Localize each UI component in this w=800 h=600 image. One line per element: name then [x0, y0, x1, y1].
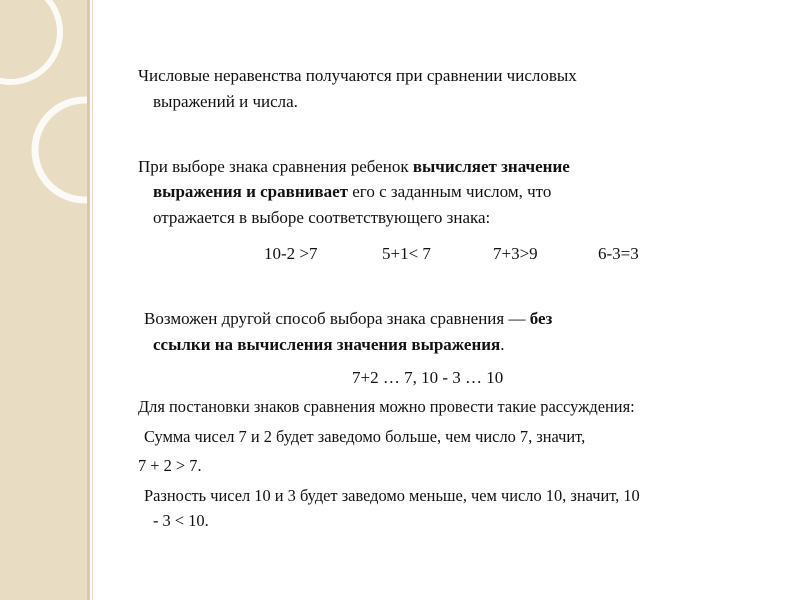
p4-line: Для постановки знаков сравнения можно провести такие рассуждения:: [138, 397, 635, 416]
p2-line1-bold: вычисляет значение: [412, 157, 570, 176]
p5-line: Сумма чисел 7 и 2 будет заведомо больше, чем число 7, значит,: [144, 427, 586, 446]
p1-line1: Числовые неравенства получаются при сравнении числовых: [138, 66, 577, 85]
p3-line2: [153, 333, 505, 357]
example-3: 7+3>9: [493, 244, 538, 263]
p7-line2: - 3 < 10.: [153, 511, 209, 530]
p2-line2: [153, 180, 551, 204]
example-2: 5+1< 7: [382, 244, 431, 263]
p3-example: 7+2 … 7, 10 - 3 … 10: [352, 368, 504, 387]
p2-line1: [138, 155, 570, 179]
p2-line2-text: его с заданным числом, что: [348, 182, 552, 201]
p3-line2-bold: ссылки на вычисления значения выражения: [153, 335, 501, 354]
example-4: 6-3=3: [598, 244, 639, 263]
p3-line1: [144, 307, 552, 331]
p3-line1-bold: без: [529, 309, 553, 328]
p2-line2-bold: выражения и сравнивает: [153, 182, 348, 201]
p3-line2-text: .: [500, 335, 505, 354]
p2-line1-text: При выборе знака сравнения ребенок: [138, 157, 413, 176]
p6-line: 7 + 2 > 7.: [138, 456, 202, 475]
p3-line1-text: Возможен другой способ выбора знака сравнения —: [144, 309, 530, 328]
p7-line1: Разность чисел 10 и 3 будет заведомо меньше, чем число 10, значит, 10: [144, 486, 640, 505]
example-1: 10-2 >7: [264, 244, 318, 263]
p2-line3: отражается в выборе соответствующего знака:: [153, 208, 491, 227]
p1-line2: выражений и числа.: [153, 92, 298, 111]
